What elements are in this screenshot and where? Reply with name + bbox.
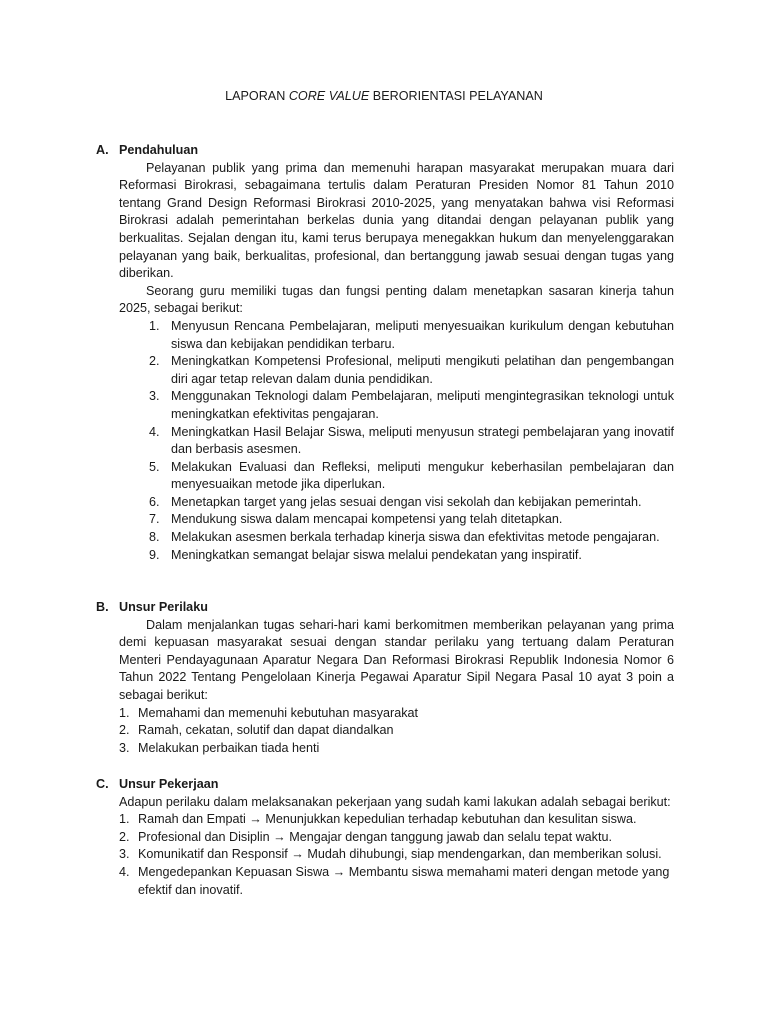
list-item: 1. Memahami dan memenuhi kebutuhan masyarakat	[119, 705, 419, 720]
paragraph: Dalam menjalankan tugas sehari-hari kami berkomitmen memberikan pelayanan yang prima demi kepuasan masyarakat sesuai dengan standar perilaku yang tertuang dalam Peraturan Menteri Pendayagunaan Aparatur Negara Dan Reformasi Birokrasi Republik Indonesia Nomor 6 Tahun 2022 Tentang Pengelolaan Kinerja Pegawai Aparatur Sipil Negara Pasal 10 ayat 3 poin a sebagai berikut:	[119, 617, 674, 702]
numbered-list	[119, 705, 674, 758]
list-item: 2. Ramah, cekatan, solutif dan dapat diandalkan	[119, 723, 394, 738]
list-item: 4. Mengedepankan Kepuasan Siswa → Membantu siswa memahami materi dengan metode yang efektif dan inovatif.	[119, 864, 670, 897]
section-unsur-pekerjaan	[96, 776, 674, 899]
section-unsur-perilaku	[96, 599, 674, 757]
list-item: 9. Meningkatkan semangat belajar siswa melalui pendekatan yang inspiratif.	[149, 547, 582, 562]
section-letter: B.	[96, 600, 109, 614]
list-item: 4. Meningkatkan Hasil Belajar Siswa, meliputi menyusun strategi pembelajaran yang inovatif dan berbasis asesmen.	[149, 424, 674, 457]
title-prefix: LAPORAN	[225, 89, 289, 103]
section-pendahuluan	[96, 142, 674, 564]
section-title: Pendahuluan	[119, 143, 199, 157]
list-item: 7. Mendukung siswa dalam mencapai kompetensi yang telah ditetapkan.	[149, 512, 563, 527]
section-body	[119, 794, 674, 900]
list-item: 8. Melakukan asesmen berkala terhadap kinerja siswa dan efektivitas metode pengajaran.	[149, 530, 660, 545]
list-item: 2. Meningkatkan Kompetensi Profesional, meliputi mengikuti pelatihan dan pengembangan diri agar tetap relevan dalam dunia pendidikan.	[149, 354, 674, 386]
document-title	[0, 88, 768, 106]
list-item: 3. Melakukan perbaikan tiada henti	[119, 740, 320, 755]
list-item: 1. Ramah dan Empati → Menunjukkan kepedulian terhadap kebutuhan dan kesulitan siswa.	[119, 812, 637, 827]
section-letter: C.	[96, 777, 109, 791]
list-item: 2. Profesional dan Disiplin → Mengajar dengan tanggung jawab dan selalu tepat waktu.	[119, 829, 612, 844]
numbered-list	[119, 811, 674, 899]
paragraph: Pelayanan publik yang prima dan memenuhi harapan masyarakat merupakan muara dari Reformasi Birokrasi, sebagaimana tertulis dalam Peraturan Presiden Nomor 81 Tahun 2010 tentang Grand Design Reformasi Birokrasi 2010-2025, yang menyatakan bahwa visi Reformasi Birokrasi adalah pemerintahan berkelas dunia yang ditandai dengan pelayanan publik yang berkualitas. Sejalan dengan itu, kami terus berupaya menegakkan hukum dan menyelenggarakan pelayanan yang baik, berkualitas, profesional, dan bertanggung jawab sesuai dengan tugas yang diberikan.	[119, 160, 674, 281]
section-heading	[96, 142, 674, 160]
section-heading	[96, 776, 674, 794]
list-item: 5. Melakukan Evaluasi dan Refleksi, meliputi mengukur keberhasilan pembelajaran dan menyesuaikan metode jika diperlukan.	[149, 459, 674, 492]
title-italic: CORE VALUE	[288, 89, 370, 103]
title-suffix: BERORIENTASI PELAYANAN	[369, 89, 543, 103]
list-item: 6. Menetapkan target yang jelas sesuai dengan visi sekolah dan kebijakan pemerintah.	[149, 494, 642, 509]
section-letter: A.	[96, 143, 109, 157]
paragraph: Seorang guru memiliki tugas dan fungsi penting dalam menetapkan sasaran kinerja tahun 2025, sebagai berikut:	[119, 283, 674, 316]
list-item: 3. Komunikatif dan Responsif → Mudah dihubungi, siap mendengarkan, dan memberikan solusi.	[119, 847, 662, 862]
paragraph: Adapun perilaku dalam melaksanakan pekerjaan yang sudah kami lakukan adalah sebagai berikut:	[119, 794, 671, 809]
section-body	[119, 160, 674, 565]
section-title: Unsur Pekerjaan	[119, 777, 219, 791]
numbered-list	[119, 318, 674, 564]
list-item: 3. Menggunakan Teknologi dalam Pembelajaran, meliputi mengintegrasikan teknologi untuk meningkatkan efektivitas pengajaran.	[149, 389, 674, 421]
section-title: Unsur Perilaku	[119, 600, 208, 614]
section-heading	[96, 599, 674, 617]
section-body	[119, 617, 674, 758]
list-item: 1. Menyusun Rencana Pembelajaran, meliputi menyesuaikan kurikulum dengan kebutuhan siswa dan kebijakan pendidikan terbaru.	[149, 318, 674, 351]
